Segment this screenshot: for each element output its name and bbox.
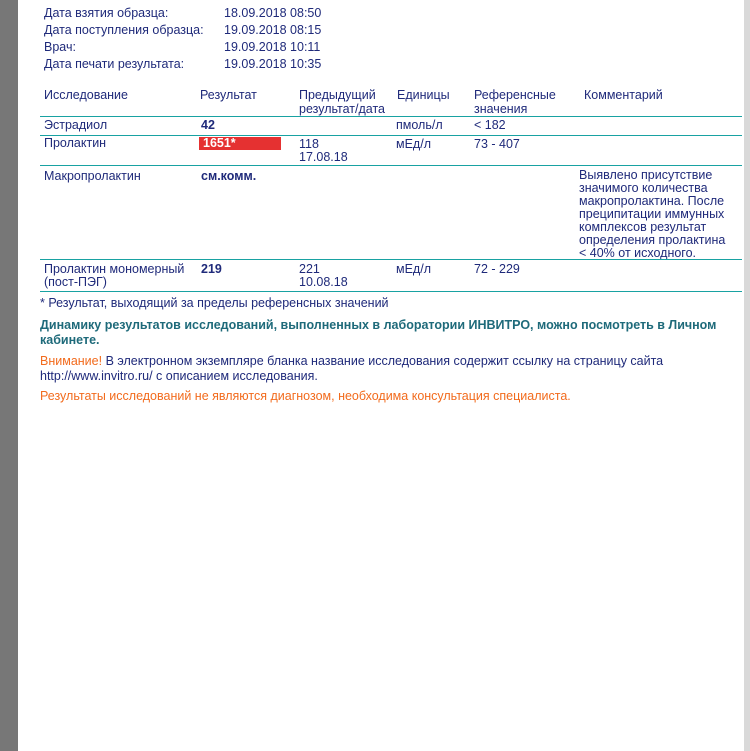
study-link-prolactin[interactable]: Пролактин: [44, 136, 107, 150]
study-link-estradiol[interactable]: Эстрадиол: [44, 118, 108, 132]
dynamics-note: Динамику результатов исследований, выполненных в лаборатории ИНВИТРО, можно посмотреть в Личном кабинете.: [40, 318, 717, 347]
comment-text: Выявлено присутствие значимого количества макропролактина. После преципитации иммунных комплексов результат определения пролактина < 40% от исходного.: [579, 168, 726, 260]
header-study: Исследование: [44, 88, 128, 102]
page-gutter-left: [0, 0, 18, 751]
meta-value: 18.09.2018 08:50: [224, 6, 322, 20]
previous-result: [299, 138, 348, 164]
meta-label: Врач:: [44, 40, 76, 54]
page-gutter-right: [744, 0, 750, 751]
table-divider: [40, 291, 742, 292]
result-value: 42: [201, 118, 215, 132]
header-comment: Комментарий: [584, 88, 663, 102]
previous-value: 221: [299, 262, 320, 276]
table-row: [40, 166, 742, 260]
meta-label: Дата поступления образца:: [44, 23, 204, 37]
units-value: мЕд/л: [396, 262, 431, 276]
meta-value: 19.09.2018 08:15: [224, 23, 322, 37]
invitro-link[interactable]: http://www.invitro.ru/: [40, 369, 153, 383]
table-row: [40, 260, 742, 292]
units-value: мЕд/л: [396, 137, 431, 151]
meta-value: 19.09.2018 10:11: [224, 40, 321, 54]
previous-date: 10.08.18: [299, 275, 348, 289]
result-value: см.комм.: [201, 169, 257, 183]
header-previous-line2: результат/дата: [299, 102, 385, 116]
table-row: [40, 117, 742, 135]
header-reference: [474, 88, 556, 116]
header-previous: [299, 88, 385, 116]
footnote-out-of-range: * Результат, выходящий за пределы референсных значений: [40, 296, 389, 310]
attention-label: Внимание!: [40, 354, 103, 368]
lab-report-page: [18, 0, 744, 751]
header-reference-line2: значения: [474, 102, 528, 116]
meta-label: Дата печати результата:: [44, 57, 185, 71]
reference-value: < 182: [474, 118, 506, 132]
attention-note: [40, 354, 740, 384]
previous-value: 118: [299, 137, 319, 151]
previous-result: [299, 263, 348, 289]
reference-value: 73 - 407: [474, 137, 520, 151]
result-value: 1651*: [199, 137, 281, 150]
reference-value: 72 - 229: [474, 262, 520, 276]
meta-label: Дата взятия образца:: [44, 6, 169, 20]
table-row: [40, 136, 742, 166]
study-link-monomeric-prolactin[interactable]: [44, 263, 184, 289]
result-value: 219: [201, 262, 222, 276]
attention-text: В электронном экземпляре бланка название исследования содержит ссылку на страницу сайта: [102, 354, 664, 368]
meta-value: 19.09.2018 10:35: [224, 57, 322, 71]
header-reference-line1: Референсные: [474, 88, 556, 102]
study-link-macroprolactin[interactable]: Макропролактин: [44, 169, 141, 183]
previous-date: 17.08.18: [299, 150, 348, 164]
result-flag-out-of-range: [199, 137, 281, 150]
header-previous-line1: Предыдущий: [299, 88, 376, 102]
header-units: Единицы: [397, 88, 450, 102]
attention-text-2: с описанием исследования.: [152, 369, 318, 383]
units-value: пмоль/л: [396, 118, 443, 132]
study-name-line2: (пост-ПЭГ): [44, 275, 107, 289]
study-name-line1: Пролактин мономерный: [44, 262, 185, 276]
disclaimer: Результаты исследований не являются диагнозом, необходима консультация специалиста.: [40, 389, 571, 403]
header-result: Результат: [200, 88, 257, 102]
